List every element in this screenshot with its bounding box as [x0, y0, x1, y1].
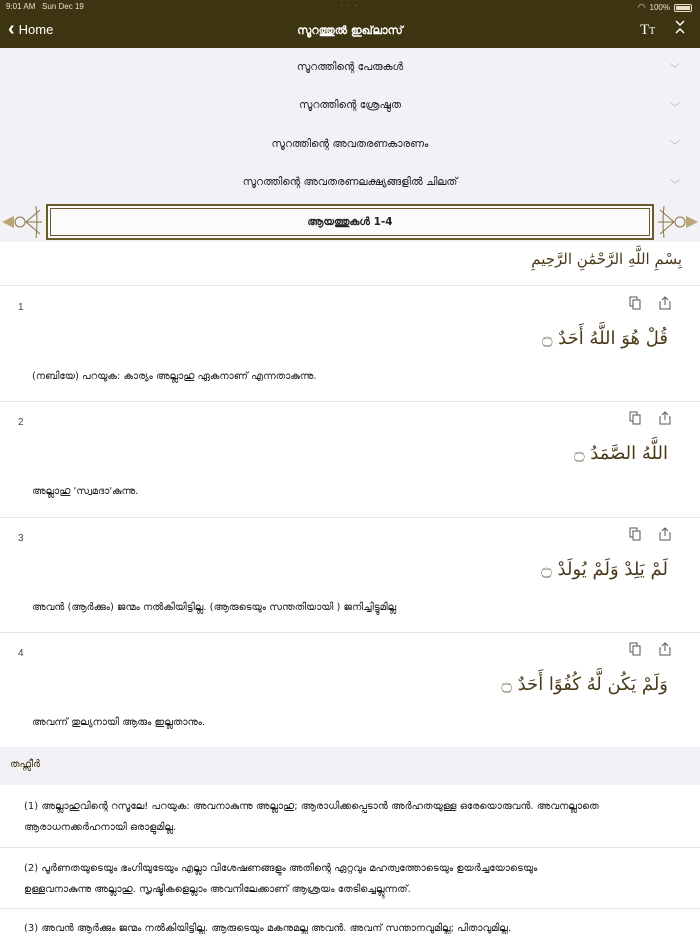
accordion-label: സൂറത്തിന്റെ അവതരണകാരണം: [271, 137, 429, 150]
accordion-label: സൂറത്തിന്റെ പേരുകൾ: [296, 60, 404, 73]
bismillah-calligraphy: بِسْمِ اللَّهِ الرَّحْمَٰنِ الرَّحِيمِ: [531, 250, 682, 268]
divider: [0, 908, 700, 909]
ayah-actions: [628, 642, 672, 656]
navigation-bar: [0, 14, 700, 48]
ayah-number: 1: [18, 302, 24, 313]
surah-info-accordion: [0, 48, 700, 202]
status-time: 9:01 AM Sun Dec 19: [6, 2, 84, 11]
accordion-label: സൂറത്തിന്റെ ശ്രേഷ്ഠത: [298, 99, 402, 112]
tafsir-line: ഉള്ളവനാകുന്നു അല്ലാഹു. സൃഷ്ടികളെല്ലാം അവനിലേക്കാണ് ആശ്രയം തേടിച്ചെല്ലുന്നത്.: [24, 884, 411, 895]
ayah-number: 3: [18, 533, 24, 544]
ayah-actions: [628, 527, 672, 541]
ayah-card: [0, 517, 700, 633]
ayah-range-label: ആയത്തുകൾ 1-4: [50, 208, 650, 236]
chevron-down-icon: ﹀: [670, 64, 680, 75]
accordion-item-names[interactable]: [0, 48, 700, 87]
status-bar: [0, 0, 700, 14]
tafsir-heading: തഫ്സീർ: [10, 759, 41, 770]
wifi-icon: ◠: [637, 2, 646, 12]
accordion-item-revelation-goals[interactable]: [0, 164, 700, 203]
text-size-icon-small: T: [649, 26, 656, 37]
ayah-number: 4: [18, 648, 24, 659]
ayah-translation: അവൻ (ആർക്കും) ജന്മം നൽകിയിട്ടില്ല. (ആരുടെയും സന്തതിയായി ) ജനിച്ചിട്ടുമില്ല: [32, 602, 397, 613]
battery-percent: 100%: [649, 3, 670, 12]
battery-icon: [674, 4, 692, 12]
ornament-right-icon: [656, 202, 700, 242]
share-icon[interactable]: [658, 642, 672, 656]
ayah-arabic: قُلْ هُوَ اللَّهُ أَحَدٌ ۝: [541, 328, 668, 349]
ayah-translation: (നബിയേ) പറയുക: കാര്യം അല്ലാഹു ഏകനാണ് എന്നതാകുന്നു.: [32, 371, 317, 382]
chevron-down-icon: ﹀: [670, 141, 680, 152]
chevron-left-icon: ‹: [8, 18, 15, 40]
ayah-arabic: لَمْ يَلِدْ وَلَمْ يُولَدْ ۝: [541, 559, 668, 580]
collapse-icon: [674, 20, 686, 34]
tafsir-item: [24, 918, 674, 934]
share-icon[interactable]: [658, 296, 672, 310]
tafsir-header: [0, 747, 700, 785]
tafsir-item: [24, 796, 674, 838]
accordion-item-revelation-cause[interactable]: [0, 125, 700, 164]
share-icon[interactable]: [658, 411, 672, 425]
divider: [0, 847, 700, 848]
multitask-dots-icon[interactable]: · · ·: [340, 0, 359, 10]
ornament-left-icon: [0, 202, 44, 242]
ayah-translation: അല്ലാഹു 'സ്വമദാ'കുന്നു.: [32, 486, 139, 497]
share-icon[interactable]: [658, 527, 672, 541]
copy-icon[interactable]: [628, 296, 642, 310]
ayah-card: [0, 286, 700, 402]
accordion-item-virtue[interactable]: [0, 87, 700, 126]
accordion-label: സൂറത്തിന്റെ അവതരണലക്ഷ്യങ്ങളിൽ ചിലത്: [242, 176, 458, 189]
ayah-card: [0, 632, 700, 748]
ayah-arabic: وَلَمْ يَكُن لَّهُ كُفُوًا أَحَدٌ ۝: [501, 674, 668, 695]
ayah-range-banner: [0, 202, 700, 242]
tafsir-line: (1) അല്ലാഹുവിന്റെ റസൂലേ! പറയുക: അവനാകുന്നു അല്ലാഹു; ആരാധിക്കപ്പെടാൻ അർഹതയുള്ള ഒരേയൊരുവൻ. അവനല്ലാതെ: [24, 801, 599, 812]
ayah-actions: [628, 411, 672, 425]
ayah-card: [0, 401, 700, 517]
ayah-arabic: اللَّهُ الصَّمَدُ ۝: [573, 443, 668, 464]
back-button[interactable]: [8, 20, 53, 38]
text-size-button[interactable]: [640, 22, 655, 39]
back-label: Home: [18, 21, 54, 37]
status-right: [638, 2, 692, 13]
copy-icon[interactable]: [628, 411, 642, 425]
tafsir-line: (2) പൂർണതയുടെയും ഭംഗിയുടേയും എല്ലാ വിശേഷണങ്ങളും അതിന്റെ ഏറ്റവും മഹത്വത്തോടെയും ഉയർച്ചയോടെയും: [24, 863, 538, 874]
copy-icon[interactable]: [628, 527, 642, 541]
chevron-down-icon: ﹀: [670, 179, 680, 191]
ayah-actions: [628, 296, 672, 310]
ayah-number: 2: [18, 417, 24, 428]
ayah-translation: അവന്ന് തുല്യനായി ആരും ഇല്ലതാനും.: [32, 717, 206, 728]
copy-icon[interactable]: [628, 642, 642, 656]
ayah-range-frame: [46, 204, 654, 240]
tafsir-line: (3) അവൻ ആർക്കും ജന്മം നൽകിയിട്ടില്ല. ആരുടെയും മകനുമല്ല അവൻ. അവന് സന്താനവുമില്ല; പിതാവുമില്ല.: [24, 923, 512, 934]
collapse-button[interactable]: [674, 20, 686, 35]
tafsir-line: ആരാധനക്കർഹനായി ഒരാളുമില്ല.: [24, 822, 177, 833]
chevron-down-icon: ﹀: [670, 102, 680, 114]
text-size-icon: T: [640, 22, 650, 38]
tafsir-item: [24, 858, 674, 900]
page-title: സൂറത്തുൽ ഇഖ്‌ലാസ്: [297, 24, 403, 37]
